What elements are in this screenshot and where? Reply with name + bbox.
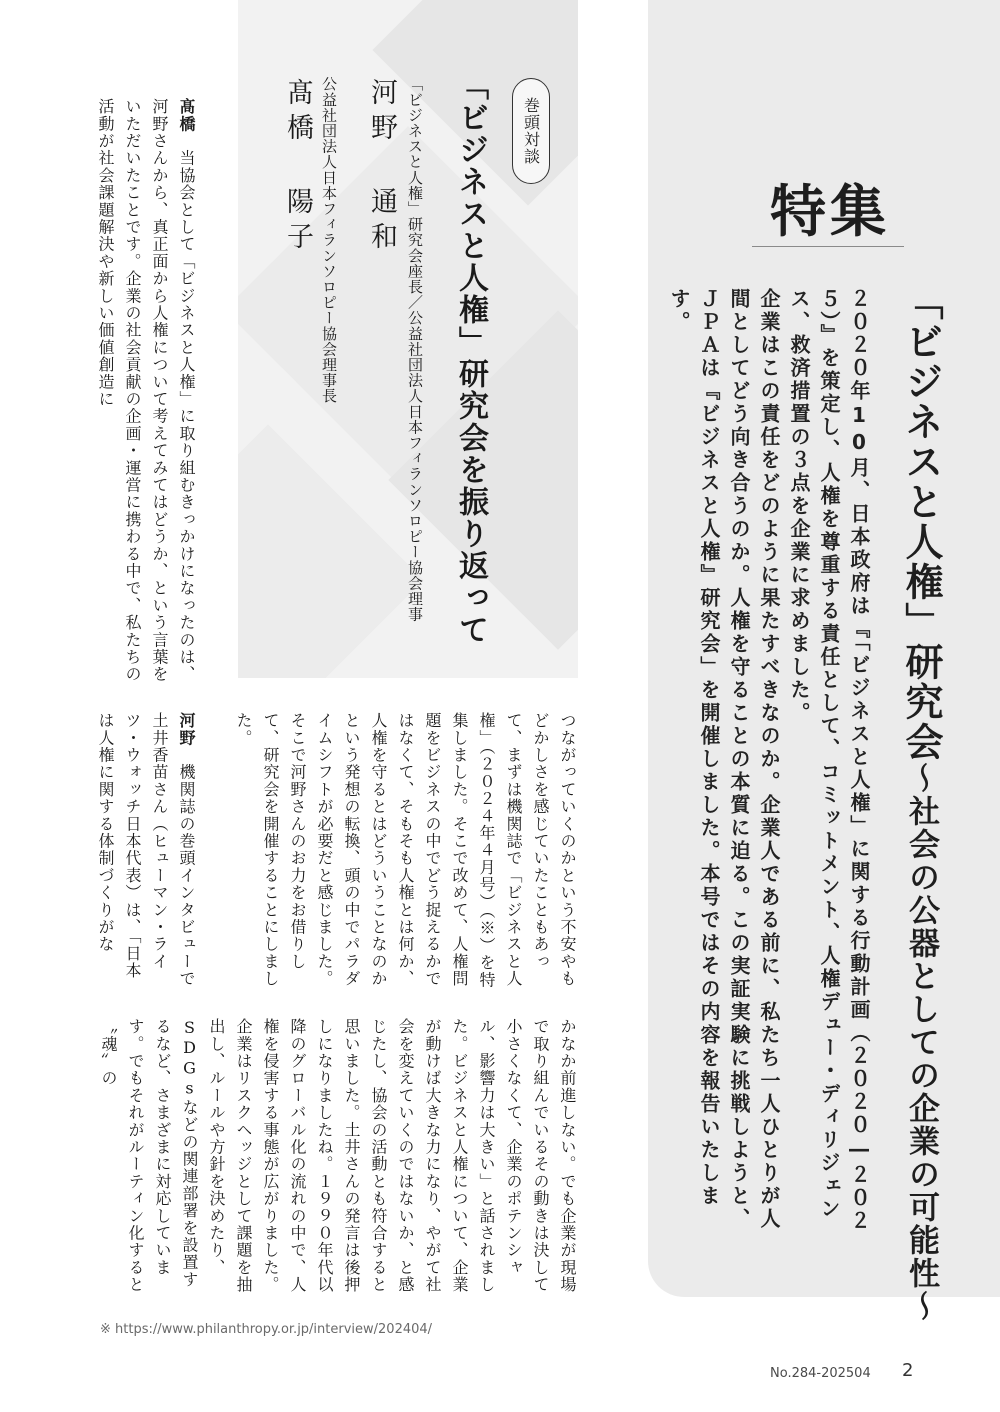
feature-label: 特集	[770, 180, 890, 245]
speaker-label: 河野	[177, 712, 196, 747]
dialogue-title: 「ビジネスと人権」研究会を振り返って	[453, 70, 488, 646]
dialogue-badge-label: 巻頭対談	[521, 97, 541, 165]
body-column	[235, 712, 581, 992]
feature-intro-paragraph-1: ２０２０年10月、日本政府は『「ビジネスと人権」に関する行動計画（２０２０―２０２５）』を策定し、人権を尊重する責任として、コミットメント、人権デュー・ディリジェンス、救済措置の３点を企業に求めました。	[787, 288, 871, 1233]
body-column	[96, 98, 200, 688]
body-column	[99, 1018, 581, 1303]
speaker-label: 髙橋	[177, 98, 196, 133]
body-text: 当協会として「ビジネスと人権」に取り組むきっかけになったのは、河野さんから、真正面から人権について考えてみてはどうか、という言葉をいただいたことです。企業の社会貢献の企画・運営に携わる中で、私たちの活動が社会課題解決や新しい価値創造に	[96, 98, 196, 683]
feature-subtitle: 〜社会の公器としての企業の可能性〜	[903, 762, 939, 1323]
takahashi-role: 公益社団法人日本フィランソロピー協会理事長	[320, 76, 338, 404]
body-text: かなか前進しない。でも企業が現場で取り組んでいるその動きは決して小さくなくて、企業のポテンシャル、影響力は大きい」と話されました。ビジネスと人権について、企業が動けば大きな力になり、やがて社会を変えていくのではないか、と感じたし、協会の活動とも符合すると思いました。土井さんの発言は後押しになりましたね。１９９０年代以降のグローバル化の流れの中で、人権を侵害する事態が広がりました。企業はリスクヘッジとして課題を抽出し、ルールや方針を決めたり、SDGsなどの関連部署を設置するなど、さまざまに対応しています。でもそれがルーティン化すると〝魂〟の	[99, 1018, 577, 1294]
takahashi-name: 髙橋 陽子	[282, 78, 313, 257]
feature-title-main: 「ビジネスと人権」研究会	[899, 282, 943, 762]
page-number: 2	[902, 1360, 914, 1381]
kawano-name: 河野 通和	[366, 78, 397, 257]
body-text: 機関誌の巻頭インタビューで土井香苗さん（ヒューマン・ライツ・ウォッチ日本代表）は、「日本は人権に関する体制づくりがな	[96, 712, 196, 988]
feature-intro-paragraph-2: 企業はこの責任をどのように果たすべきなのか。企業人である前に、私たち一人ひとりが人間としてどう向き合うのか。人権を守ることの本質に迫る。この実証実験に挑戦しようと、ＪＰＡは『ビジネスと人権』研究会」を開催しました。本号ではその内容を報告いたします。	[667, 288, 781, 1231]
body-column	[96, 712, 200, 992]
feature-intro	[667, 288, 874, 1248]
body-text: つながっていくのかという不安やもどかしさを感じていたこともあって、まずは機関誌で「ビジネスと人権」（２０２４年４月号）（※）を特集しました。そこで改めて、人権問題をビジネスの中でどう捉えるかではなくて、そもそも人権とは何か、人権を守るとはどういうことなのかという発想の転換、頭の中でパラダイムシフトが必要だと感じました。そこで河野さんのお力をお借りして、研究会を開催することにしました。	[234, 712, 577, 989]
footnote: ※ https://www.philanthropy.or.jp/interview/202404/	[100, 1322, 433, 1337]
issue-number: No.284-202504	[770, 1366, 871, 1381]
feature-title	[894, 282, 949, 1323]
feature-divider	[752, 246, 904, 247]
kawano-role: 「ビジネスと人権」研究会座長／公益社団法人日本フィランソロピー協会理事	[406, 76, 424, 622]
dialogue-badge	[512, 78, 550, 184]
